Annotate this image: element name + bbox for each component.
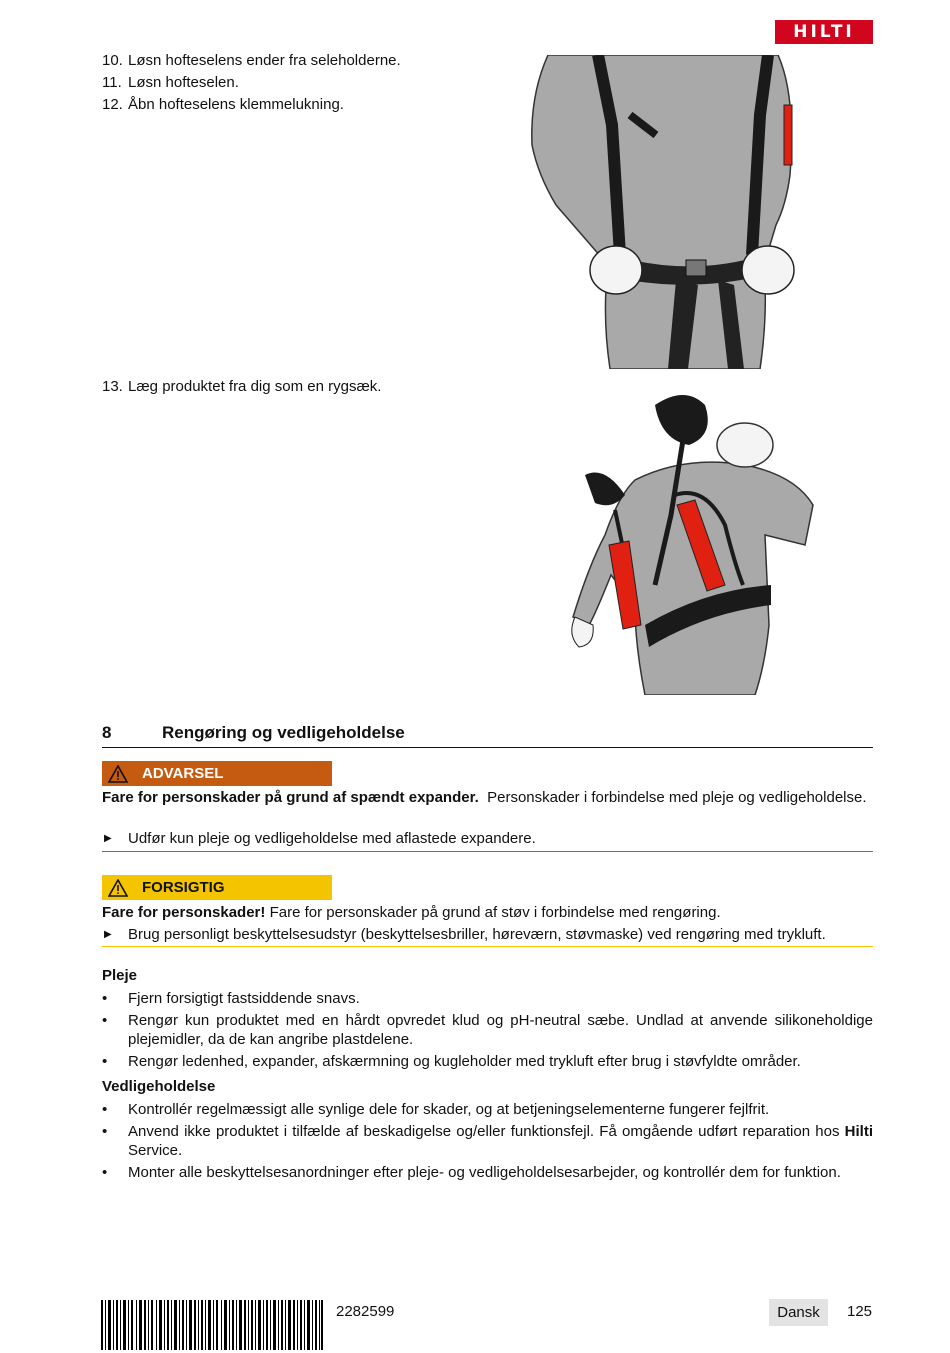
caution-signal-bar: [102, 875, 332, 900]
bullet-icon: •: [102, 990, 108, 1007]
maintenance-item-text: Kontrollér regelmæssigt alle synlige dele for skader, og at betjeningselementerne fungerer fejlfrit.: [128, 1101, 770, 1118]
maintenance-item: [102, 1163, 873, 1182]
step-number: 11.: [102, 74, 122, 91]
warning-triangle-icon: [108, 765, 128, 783]
warning-signal-bar: [102, 761, 332, 786]
arrow-marker-icon: ▶: [104, 929, 112, 940]
step-11: [102, 73, 239, 92]
step-text: Løsn hofteselen.: [128, 74, 239, 91]
section-number: 8: [102, 723, 112, 742]
warning-rule: [102, 851, 873, 852]
step-10: [102, 51, 401, 70]
warning-action-text: Udfør kun pleje og vedligeholdelse med aflastede expandere.: [128, 830, 536, 847]
bullet-icon: •: [102, 1101, 108, 1118]
bullet-icon: •: [102, 1012, 108, 1029]
barcode-icon: [101, 1300, 323, 1350]
care-item-text: Rengør ledenhed, expander, afskærmning og kugleholder med trykluft efter brug i støvfyldte områder.: [128, 1053, 801, 1070]
bullet-icon: •: [102, 1053, 108, 1070]
caution-lead: Fare for personskader!: [102, 904, 266, 921]
person-back-harness-illustration: [528, 55, 800, 369]
page-number: 125: [847, 1303, 873, 1320]
step-12: [102, 95, 344, 114]
caution-consequence: Fare for personskader på grund af støv i forbindelse med rengøring.: [269, 904, 721, 921]
caution-label: FORSIGTIG: [142, 879, 225, 896]
caution-rule: [102, 946, 873, 947]
care-item: [102, 1052, 873, 1071]
warning-text: [102, 788, 873, 807]
language-tag: Dansk: [769, 1299, 828, 1326]
caution-action-text: Brug personligt beskyttelsesudstyr (beskyttelsesbriller, høreværn, støvmaske) ved rengøring med trykluft.: [128, 926, 826, 943]
step-13: [102, 377, 381, 396]
step-number: 10.: [102, 52, 123, 69]
warning-consequence: Personskader i forbindelse med pleje og vedligeholdelse.: [487, 789, 867, 806]
person-removing-backpack-illustration: [565, 385, 825, 695]
document-code: 2282599: [336, 1303, 395, 1320]
warning-label: ADVARSEL: [142, 765, 224, 782]
step-number: 13.: [102, 378, 123, 395]
caution-triangle-icon: [108, 879, 128, 897]
care-heading: Pleje: [102, 967, 138, 984]
bullet-icon: •: [102, 1164, 108, 1181]
step-text: Løsn hofteselens ender fra seleholderne.: [128, 52, 401, 69]
hilti-logo: [775, 20, 873, 44]
care-item: [102, 1011, 873, 1049]
step-text: Åbn hofteselens klemmelukning.: [128, 96, 344, 113]
maintenance-item: [102, 1122, 873, 1160]
step-number: 12.: [102, 96, 123, 113]
maintenance-item-text: Anvend ikke produktet i tilfælde af beskadigelse og/eller funktionsfejl. Få omgående udført reparation hos Hilti Service.: [128, 1123, 873, 1159]
section-heading: [102, 723, 873, 748]
caution-text: [102, 903, 873, 922]
maintenance-heading: Vedligeholdelse: [102, 1078, 216, 1095]
caution-action: [102, 925, 873, 944]
maintenance-item: [102, 1100, 873, 1119]
care-item-text: Fjern forsigtigt fastsiddende snavs.: [128, 990, 360, 1007]
care-item-text: Rengør kun produktet med en hårdt opvredet klud og pH-neutral sæbe. Undlad at anvende silikoneholdige plejemidler, da de kan angribe plastdelene.: [128, 1012, 873, 1048]
arrow-marker-icon: ▶: [104, 833, 112, 844]
warning-action: [102, 829, 873, 848]
warning-lead: Fare for personskader på grund af spændt expander.: [102, 789, 479, 806]
maintenance-item-text: Monter alle beskyttelsesanordninger efter pleje- og vedligeholdelsesarbejder, og kontrollér dem for funktion.: [128, 1164, 841, 1181]
care-item: [102, 989, 873, 1008]
section-title: Rengøring og vedligeholdelse: [162, 723, 405, 742]
brand-name: Hilti: [844, 1123, 873, 1140]
bullet-icon: •: [102, 1123, 108, 1140]
step-text: Læg produktet fra dig som en rygsæk.: [128, 378, 382, 395]
logo-text: HILTI: [793, 22, 855, 42]
